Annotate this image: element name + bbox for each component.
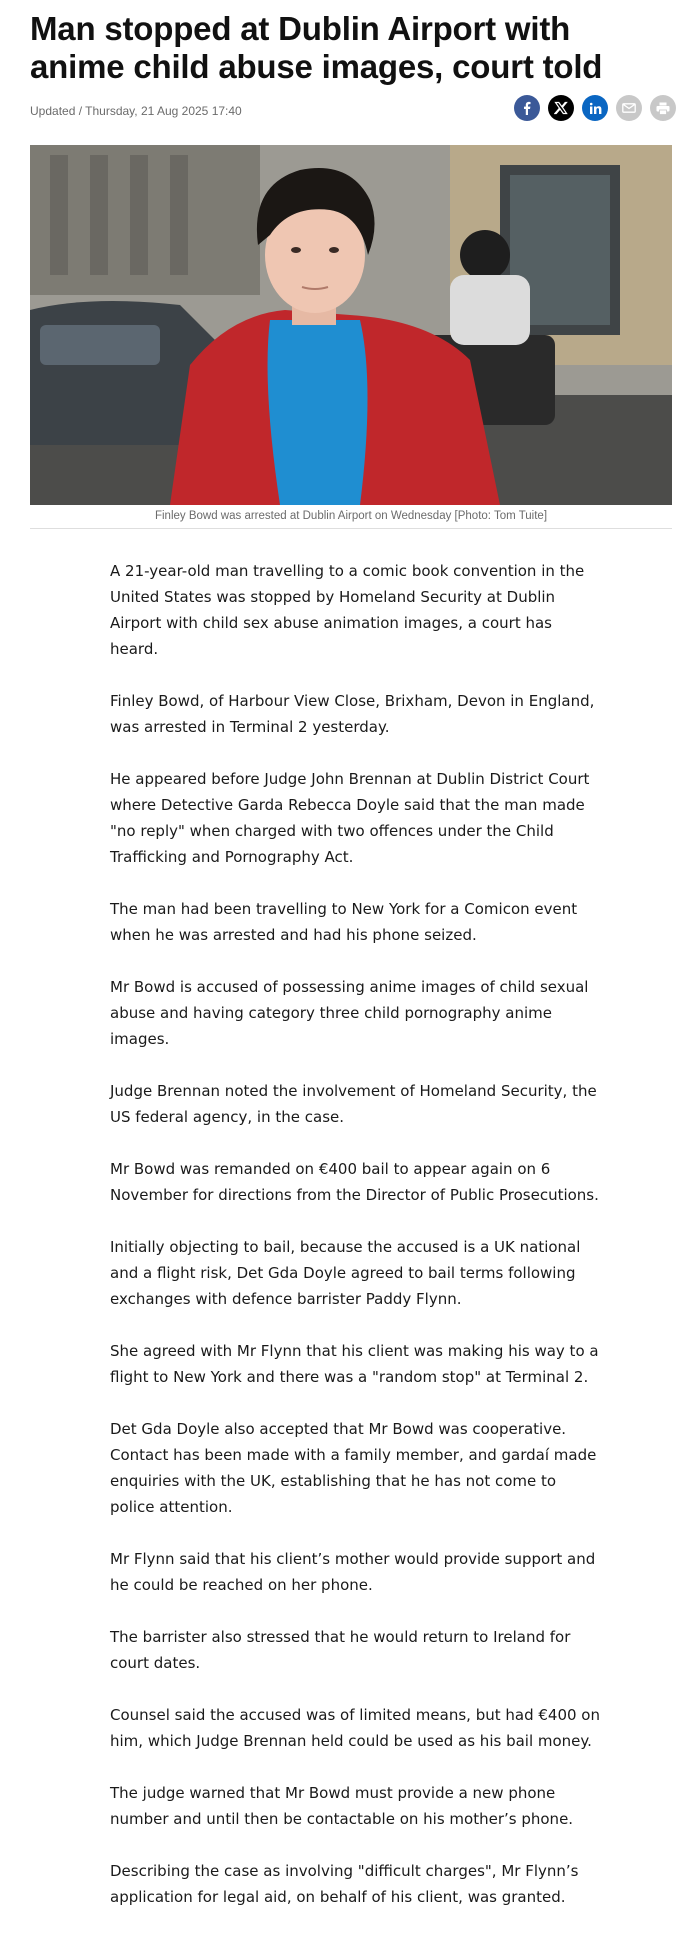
article-paragraph: Counsel said the accused was of limited means, but had €400 on him, which Judge Brennan held could be used as his bail money.	[110, 1706, 600, 1750]
print-button[interactable]	[650, 95, 676, 121]
share-buttons	[514, 95, 676, 121]
photo-caption: Finley Bowd was arrested at Dublin Airport on Wednesday [Photo: Tom Tuite]	[30, 510, 672, 529]
mail-icon	[622, 103, 636, 113]
article-paragraph: Mr Bowd is accused of possessing anime images of child sexual abuse and having category three child pornography anime images.	[110, 978, 589, 1048]
hero-photo	[30, 145, 672, 505]
article-paragraph: Judge Brennan noted the involvement of Homeland Security, the US federal agency, in the case.	[110, 1082, 597, 1126]
article-paragraph: She agreed with Mr Flynn that his client was making his way to a flight to New York and there was a "random stop" at Terminal 2.	[110, 1342, 599, 1386]
article-paragraph: Finley Bowd, of Harbour View Close, Brixham, Devon in England, was arrested in Terminal 2 yesterday.	[110, 692, 595, 736]
article-paragraph: A 21-year-old man travelling to a comic book convention in the United States was stopped by Homeland Security at Dublin Airport with child sex abuse animation images, a court has heard.	[110, 562, 585, 658]
facebook-icon	[520, 101, 534, 115]
linkedin-share-button[interactable]	[582, 95, 608, 121]
article-paragraph: Mr Bowd was remanded on €400 bail to appear again on 6 November for directions from the Director of Public Prosecutions.	[110, 1160, 599, 1204]
article-paragraph: The man had been travelling to New York for a Comicon event when he was arrested and had his phone seized.	[110, 900, 578, 944]
article-paragraph: The judge warned that Mr Bowd must provide a new phone number and until then be contactable on his mother’s phone.	[110, 1784, 574, 1828]
updated-timestamp: Updated / Thursday, 21 Aug 2025 17:40	[30, 104, 242, 118]
article-paragraph: Describing the case as involving "difficult charges", Mr Flynn’s application for legal aid, on behalf of his client, was granted.	[110, 1862, 579, 1906]
x-icon	[554, 101, 568, 115]
article-paragraph: He appeared before Judge John Brennan at Dublin District Court where Detective Garda Rebecca Doyle said that the man made "no reply" when charged with two offences under the Child Trafficking and Pornography Act.	[110, 770, 590, 866]
email-share-button[interactable]	[616, 95, 642, 121]
print-icon	[656, 102, 670, 115]
article-paragraph: Initially objecting to bail, because the accused is a UK national and a flight risk, Det Gda Doyle agreed to bail terms following exchanges with defence barrister Paddy Flynn.	[110, 1238, 581, 1308]
article-paragraph: Mr Flynn said that his client’s mother would provide support and he could be reached on her phone.	[110, 1550, 596, 1594]
facebook-share-button[interactable]	[514, 95, 540, 121]
article-body	[110, 558, 600, 1936]
article-headline: Man stopped at Dublin Airport with anime child abuse images, court told	[30, 10, 603, 85]
x-share-button[interactable]	[548, 95, 574, 121]
hero-photo-illustration	[30, 145, 672, 505]
article-paragraph: Det Gda Doyle also accepted that Mr Bowd was cooperative. Contact has been made with a family member, and gardaí made enquiries with the UK, establishing that he has not come to police attention.	[110, 1420, 597, 1516]
article-paragraph: The barrister also stressed that he would return to Ireland for court dates.	[110, 1628, 571, 1672]
linkedin-icon	[589, 102, 602, 115]
